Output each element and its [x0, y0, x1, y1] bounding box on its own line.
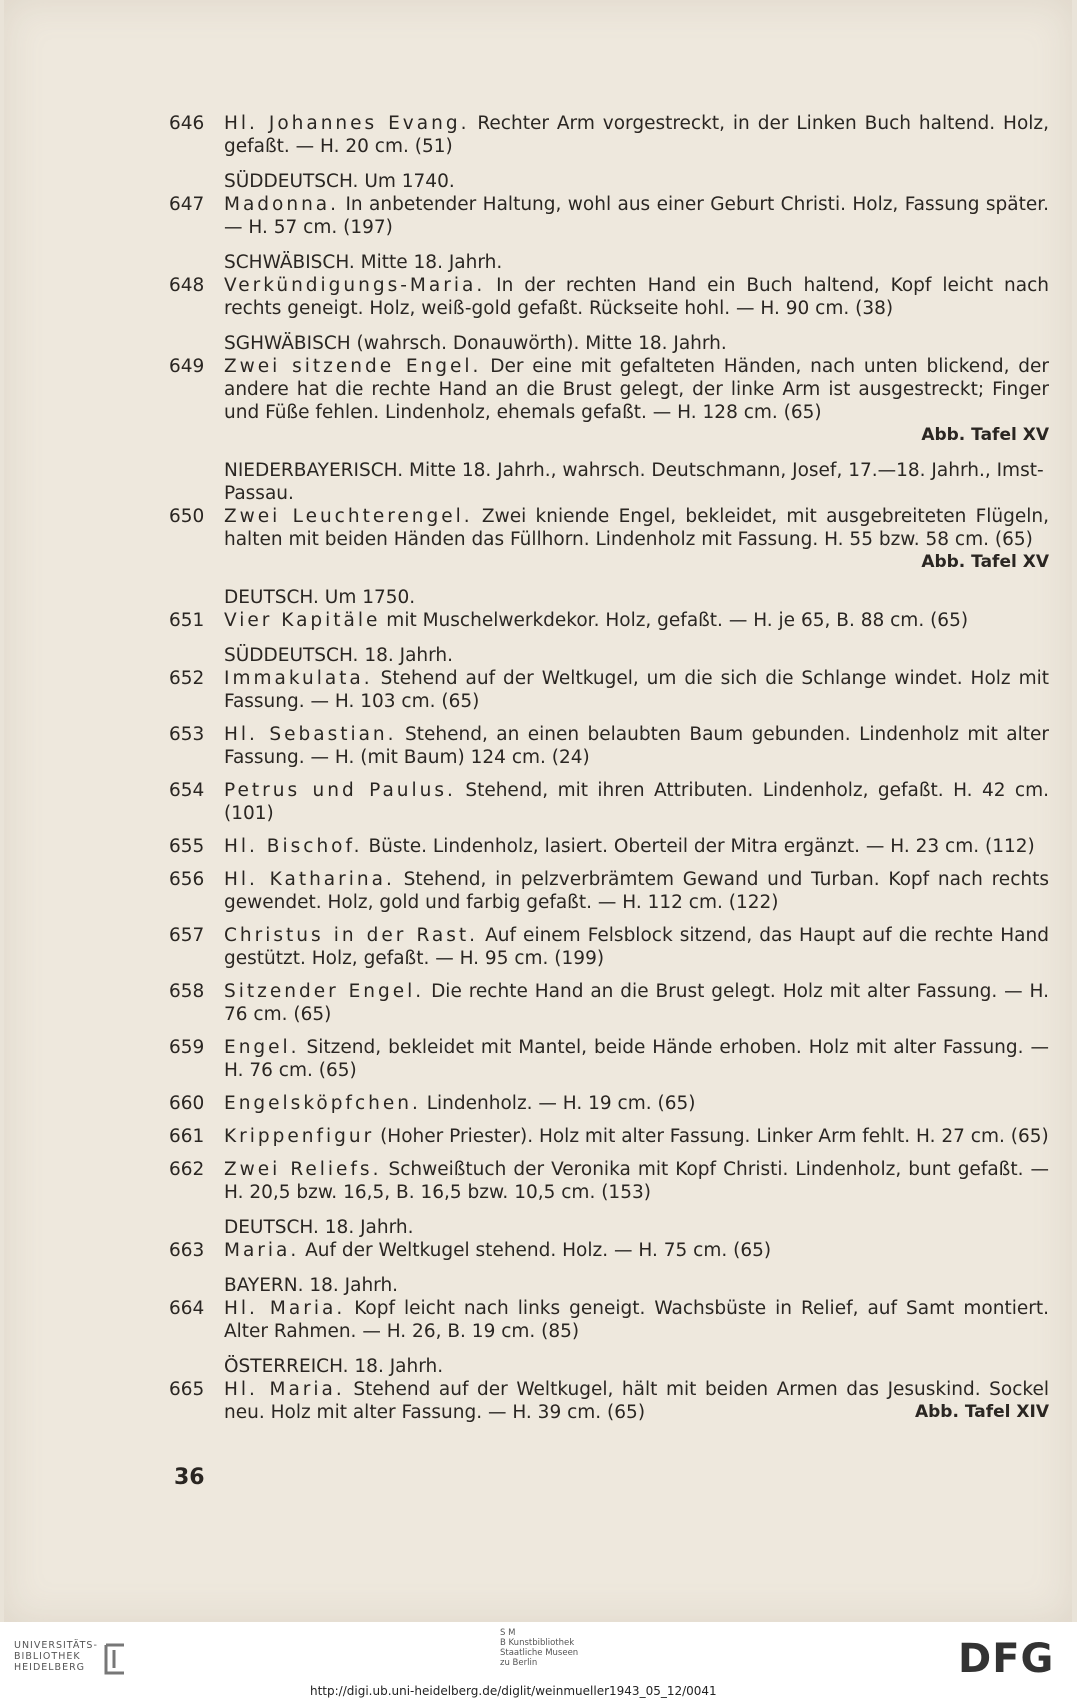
- stamp-line-2: B Kunstbibliothek: [500, 1638, 575, 1648]
- catalog-entry: [169, 1036, 1049, 1082]
- lot-description: Kopf leicht nach links geneigt. Wachsbüste in Relief, auf Samt montiert. Alter Rahmen. — H. 26, B. 19 cm. (85): [224, 1298, 1049, 1342]
- entry-text: [224, 924, 1049, 970]
- region-heading: SÜDDEUTSCH. 18. Jahrh.: [224, 645, 454, 666]
- entry-text: [224, 609, 1049, 632]
- lot-description: In anbetender Haltung, wohl aus einer Geburt Christi. Holz, Fassung später. — H. 57 cm. (197): [224, 194, 1049, 238]
- region-heading: ÖSTERREICH. 18. Jahrh.: [224, 1356, 444, 1377]
- lot-number: 652: [169, 668, 205, 689]
- lot-description: Stehend auf der Weltkugel, um die sich die Schlange windet. Holz mit Fassung. — H. 103 cm. (65): [224, 668, 1049, 712]
- lot-number: 646: [169, 113, 205, 134]
- lot-description: mit Muschelwerkdekor. Holz, gefaßt. — H. je 65, B. 88 cm. (65): [386, 610, 969, 631]
- lot-description: Sitzend, bekleidet mit Mantel, beide Hände erhoben. Holz mit alter Fassung. — H. 76 cm. (65): [224, 1037, 1049, 1081]
- catalog-entry: [169, 112, 1049, 158]
- entry-text: [224, 355, 1049, 447]
- lot-title: Maria.: [224, 1240, 300, 1261]
- catalog-entry: [169, 274, 1049, 320]
- library-stamp: [500, 1628, 578, 1668]
- catalog-entry: [169, 779, 1049, 825]
- catalog-entries: [169, 112, 1049, 1424]
- entry-text: [224, 112, 1049, 158]
- region-heading: DEUTSCH. Um 1750.: [224, 587, 416, 608]
- catalog-entry: [169, 1092, 1049, 1115]
- entry-text: [224, 193, 1049, 239]
- region-heading: SÜDDEUTSCH. Um 1740.: [224, 171, 455, 192]
- region-heading: SCHWÄBISCH. Mitte 18. Jahrh.: [224, 252, 503, 273]
- lot-title: Hl. Johannes Evang.: [224, 113, 470, 134]
- lot-description: Stehend auf der Weltkugel, hält mit beiden Armen das Jesuskind. Sockel neu. Holz mit alter Fassung. — H. 39 cm. (65): [224, 1379, 1049, 1423]
- lot-number: 648: [169, 275, 205, 296]
- lot-description: Auf der Weltkugel stehend. Holz. — H. 75 cm. (65): [305, 1240, 772, 1261]
- catalog-page: [4, 0, 1072, 1622]
- logo-line-2: BIBLIOTHEK: [14, 1651, 81, 1662]
- lot-number: 656: [169, 869, 205, 890]
- lot-description: Rechter Arm vorgestreckt, in der Linken Buch haltend. Holz, gefaßt. — H. 20 cm. (51): [224, 113, 1049, 157]
- lot-number: 660: [169, 1093, 205, 1114]
- catalog-entry: [169, 1297, 1049, 1343]
- lot-title: Christus in der Rast.: [224, 925, 479, 946]
- lot-title: Zwei Leuchterengel.: [224, 506, 473, 527]
- entry-text: [224, 1036, 1049, 1082]
- lot-title: Zwei sitzende Engel.: [224, 356, 482, 377]
- region-heading: DEUTSCH. 18. Jahrh.: [224, 1217, 414, 1238]
- entry-text: [224, 1239, 1049, 1262]
- catalog-entry: [169, 193, 1049, 239]
- entry-text: [224, 1125, 1049, 1148]
- catalog-entry: [169, 355, 1049, 447]
- catalog-entry: [169, 980, 1049, 1026]
- catalog-entry: [169, 609, 1049, 632]
- entry-text: [224, 779, 1049, 825]
- region-heading: SGHWÄBISCH (wahrsch. Donauwörth). Mitte 18. Jahrh.: [224, 333, 727, 354]
- lot-title: Sitzender Engel.: [224, 981, 425, 1002]
- entry-text: [224, 980, 1049, 1026]
- lot-title: Petrus und Paulus.: [224, 780, 456, 801]
- lot-title: Krippenfigur: [224, 1126, 375, 1147]
- lot-description: Büste. Lindenholz, lasiert. Oberteil der Mitra ergänzt. — H. 23 cm. (112): [368, 836, 1035, 857]
- catalog-entry: [169, 924, 1049, 970]
- lot-number: 663: [169, 1240, 205, 1261]
- dfg-logo: DFG: [958, 1636, 1055, 1682]
- entry-text: [224, 723, 1049, 769]
- stamp-line-4: zu Berlin: [500, 1658, 538, 1668]
- entry-text: [224, 1297, 1049, 1343]
- lot-number: 651: [169, 610, 205, 631]
- lot-number: 659: [169, 1037, 205, 1058]
- entry-text: [224, 868, 1049, 914]
- lot-description: Stehend, mit ihren Attributen. Lindenholz, gefaßt. H. 42 cm. (101): [224, 780, 1049, 824]
- lot-description: Zwei kniende Engel, bekleidet, mit ausgebreiteten Flügeln, halten mit beiden Händen das Füllhorn. Lindenholz mit Fassung. H. 55 bzw. 58 cm. (65): [224, 506, 1049, 550]
- catalog-entry: [169, 723, 1049, 769]
- lot-description: Der eine mit gefalteten Händen, nach unten blickend, der andere hat die rechte Hand an die Brust gelegt, der linke Arm ist ausgestreckt; Finger und Füße fehlen. Lindenholz, ehemals gefaßt. — H. 128 cm. (65): [224, 356, 1049, 423]
- stamp-line-3: Staatliche Museen: [500, 1648, 579, 1658]
- lot-description: Stehend, an einen belaubten Baum gebunden. Lindenholz mit alter Fassung. — H. (mit Baum) 124 cm. (24): [224, 724, 1049, 768]
- catalog-entry: [169, 667, 1049, 713]
- lot-title: Vier Kapitäle: [224, 610, 381, 631]
- entry-text: [224, 274, 1049, 320]
- catalog-entry: [169, 868, 1049, 914]
- lot-number: 664: [169, 1298, 205, 1319]
- lot-number: 657: [169, 925, 205, 946]
- lot-number: 665: [169, 1379, 205, 1400]
- lot-title: Hl. Katharina.: [224, 869, 395, 890]
- lot-title: Engel.: [224, 1037, 300, 1058]
- region-heading: NIEDERBAYERISCH. Mitte 18. Jahrh., wahrsch. Deutschmann, Josef, 17.—18. Jahrh., Imst-Passau.: [224, 460, 1044, 504]
- lot-description: (Hoher Priester). Holz mit alter Fassung. Linker Arm fehlt. H. 27 cm. (65): [380, 1126, 1049, 1147]
- lot-number: 661: [169, 1126, 205, 1147]
- lot-description: Stehend, in pelzverbrämtem Gewand und Turban. Kopf nach rechts gewendet. Holz, gold und farbig gefaßt. — H. 112 cm. (122): [224, 869, 1049, 913]
- library-logo-icon: [100, 1642, 130, 1676]
- lot-title: Engelsköpfchen.: [224, 1093, 421, 1114]
- plate-reference: Abb. Tafel XIV: [914, 1402, 1049, 1422]
- entry-text: [224, 1092, 1049, 1115]
- entry-text: [224, 505, 1049, 574]
- digitization-footer: [0, 1622, 1077, 1701]
- lot-title: Zwei Reliefs.: [224, 1159, 382, 1180]
- lot-description: Schweißtuch der Veronika mit Kopf Christi. Lindenholz, bunt gefaßt. — H. 20,5 bzw. 16,5, B. 16,5 bzw. 10,5 cm. (153): [224, 1159, 1049, 1203]
- lot-title: Verkündigungs-Maria.: [224, 275, 486, 296]
- catalog-entry: [169, 1239, 1049, 1262]
- entry-text: [224, 835, 1049, 858]
- source-url[interactable]: http://digi.ub.uni-heidelberg.de/diglit/weinmueller1943_05_12/0041: [310, 1684, 717, 1698]
- lot-title: Hl. Maria.: [224, 1298, 346, 1319]
- lot-number: 650: [169, 506, 205, 527]
- region-heading: BAYERN. 18. Jahrh.: [224, 1275, 399, 1296]
- lot-description: In der rechten Hand ein Buch haltend, Kopf leicht nach rechts geneigt. Holz, weiß-gold gefaßt. Rückseite hohl. — H. 90 cm. (38): [224, 275, 1049, 319]
- lot-number: 658: [169, 981, 205, 1002]
- lot-number: 655: [169, 836, 205, 857]
- stamp-line-1: S M: [500, 1628, 516, 1638]
- catalog-entry: [169, 1378, 1049, 1424]
- lot-number: 654: [169, 780, 205, 801]
- lot-number: 647: [169, 194, 205, 215]
- catalog-entry: [169, 835, 1049, 858]
- logo-line-3: HEIDELBERG: [14, 1662, 86, 1673]
- lot-description: Lindenholz. — H. 19 cm. (65): [426, 1093, 696, 1114]
- plate-reference: Abb. Tafel XV: [921, 425, 1049, 445]
- lot-description: Auf einem Felsblock sitzend, das Haupt auf die rechte Hand gestützt. Holz, gefaßt. — H. 95 cm. (199): [224, 925, 1049, 969]
- lot-title: Hl. Maria.: [224, 1379, 345, 1400]
- entry-text: [224, 667, 1049, 713]
- university-library-logo: [14, 1640, 98, 1673]
- page-number: 36: [174, 1465, 205, 1490]
- catalog-entry: [169, 1125, 1049, 1148]
- logo-line-1: UNIVERSITÄTS-: [14, 1640, 98, 1651]
- entry-text: [224, 1378, 1049, 1424]
- entry-text: [224, 1158, 1049, 1204]
- catalog-entry: [169, 1158, 1049, 1204]
- lot-number: 662: [169, 1159, 205, 1180]
- lot-description: Die rechte Hand an die Brust gelegt. Holz mit alter Fassung. — H. 76 cm. (65): [224, 981, 1049, 1025]
- lot-number: 649: [169, 356, 205, 377]
- lot-title: Madonna.: [224, 194, 340, 215]
- lot-title: Hl. Sebastian.: [224, 724, 397, 745]
- lot-title: Immakulata.: [224, 668, 373, 689]
- lot-title: Hl. Bischof.: [224, 836, 363, 857]
- plate-reference: Abb. Tafel XV: [921, 552, 1049, 572]
- lot-number: 653: [169, 724, 205, 745]
- catalog-entry: [169, 505, 1049, 574]
